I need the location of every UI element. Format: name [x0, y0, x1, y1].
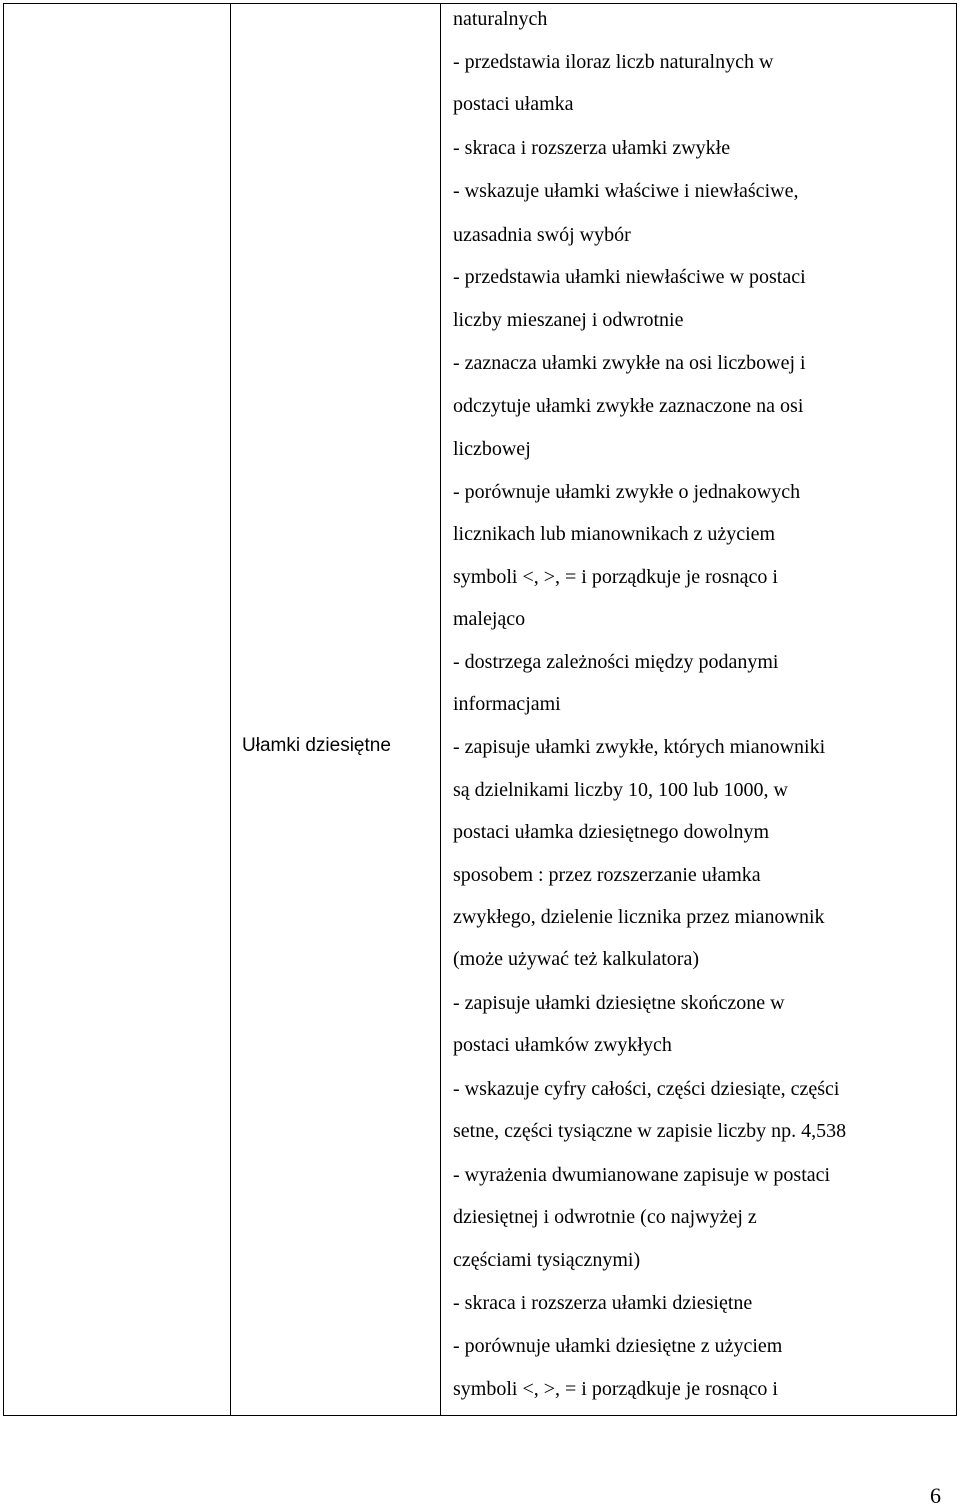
table-line: - zapisuje ułamki dziesiętne skończone w — [453, 992, 785, 1014]
table-line: setne, części tysiączne w zapisie liczby np. 4,538 — [453, 1120, 847, 1142]
table-line: - porównuje ułamki zwykłe o jednakowych — [453, 481, 801, 503]
table-line: uzasadnia swój wybór — [453, 224, 631, 246]
table-right-border — [956, 3, 957, 1416]
table-left-border — [3, 3, 4, 1416]
table-line: - wyrażenia dwumianowane zapisuje w postaci — [453, 1164, 831, 1186]
table-line: postaci ułamka dziesiętnego dowolnym — [453, 821, 770, 843]
table-line: - dostrzega zależności między podanymi — [453, 651, 779, 673]
table-top-border — [3, 3, 957, 4]
table-line: (może używać też kalkulatora) — [453, 948, 699, 970]
table-line: informacjami — [453, 693, 561, 715]
table-line: liczby mieszanej i odwrotnie — [453, 309, 684, 331]
table-line: - porównuje ułamki dziesiętne z użyciem — [453, 1335, 783, 1357]
table-line: naturalnych — [453, 8, 548, 30]
table-line: postaci ułamka — [453, 93, 574, 115]
table-line: - zapisuje ułamki zwykłe, których mianowniki — [453, 736, 826, 758]
page-number: 6 — [930, 1483, 941, 1508]
table-line: - wskazuje cyfry całości, części dziesiąte, części — [453, 1078, 840, 1100]
table-line: - zaznacza ułamki zwykłe na osi liczbowej i — [453, 352, 806, 374]
table-line: symboli <, >, = i porządkuje je rosnąco i — [453, 1378, 778, 1400]
column-divider — [440, 3, 441, 1416]
table-line: są dzielnikami liczby 10, 100 lub 1000, w — [453, 779, 788, 801]
table-line: postaci ułamków zwykłych — [453, 1034, 672, 1056]
table-line: symboli <, >, = i porządkuje je rosnąco i — [453, 566, 778, 588]
table-line: - przedstawia ułamki niewłaściwe w postaci — [453, 266, 806, 288]
category-label: Ułamki dziesiętne — [242, 735, 391, 756]
table-line: sposobem : przez rozszerzanie ułamka — [453, 864, 761, 886]
table-line: licznikach lub mianownikach z użyciem — [453, 523, 776, 545]
table-line: - wskazuje ułamki właściwe i niewłaściwe, — [453, 180, 799, 202]
table-line: - przedstawia iloraz liczb naturalnych w — [453, 51, 774, 73]
table-line: zwykłego, dzielenie licznika przez mianownik — [453, 906, 825, 928]
table-line: - skraca i rozszerza ułamki dziesiętne — [453, 1292, 753, 1314]
table-line: odczytuje ułamki zwykłe zaznaczone na osi — [453, 395, 804, 417]
table-bottom-border — [3, 1415, 957, 1416]
table-line: częściami tysiącznymi) — [453, 1249, 641, 1271]
table-line: liczbowej — [453, 438, 531, 460]
column-divider — [230, 3, 231, 1416]
table-line: - skraca i rozszerza ułamki zwykłe — [453, 137, 731, 159]
table-line: malejąco — [453, 608, 526, 630]
table-line: dziesiętnej i odwrotnie (co najwyżej z — [453, 1206, 757, 1228]
